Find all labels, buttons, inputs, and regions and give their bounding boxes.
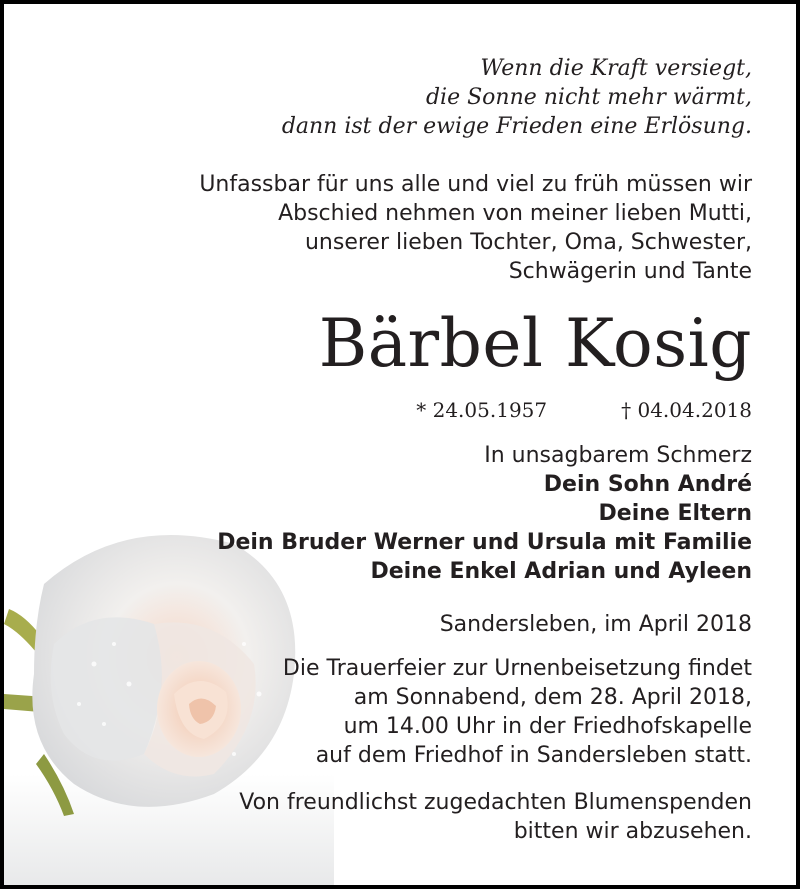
deceased-name: Bärbel Kosig <box>318 305 752 382</box>
mourners-intro: In unsagbarem Schmerz <box>484 443 752 468</box>
mourner-name: Deine Eltern <box>598 501 752 526</box>
motto-verse <box>282 54 752 141</box>
intro-paragraph <box>199 170 752 286</box>
funeral-line: auf dem Friedhof in Sandersleben statt. <box>315 743 752 768</box>
life-dates <box>416 396 752 425</box>
mourner-name: Deine Enkel Adrian und Ayleen <box>370 559 752 584</box>
flowers-line: Von freundlichst zugedachten Blumenspenden <box>239 790 752 815</box>
mourner-name: Dein Sohn André <box>543 472 752 497</box>
motto-line: die Sonne nicht mehr wärmt, <box>425 85 752 110</box>
birth-date: * 24.05.1957 <box>416 398 548 422</box>
motto-line: dann ist der ewige Frieden eine Erlösung. <box>281 114 752 139</box>
funeral-line: am Sonnabend, dem 28. April 2018, <box>353 685 752 710</box>
flowers-note <box>239 788 752 846</box>
mourners-block <box>217 441 752 586</box>
death-date: † 04.04.2018 <box>621 398 752 422</box>
place-date: Sandersleben, im April 2018 <box>439 612 752 637</box>
intro-line: Unfassbar für uns alle und viel zu früh müssen wir <box>199 172 752 197</box>
flowers-line: bitten wir abzusehen. <box>513 819 752 844</box>
funeral-line: Die Trauerfeier zur Urnenbeisetzung findet <box>282 656 752 681</box>
funeral-notice <box>283 654 752 770</box>
intro-line: Abschied nehmen von meiner lieben Mutti, <box>278 201 752 226</box>
motto-line: Wenn die Kraft versiegt, <box>480 56 752 81</box>
mourner-name: Dein Bruder Werner und Ursula mit Familie <box>217 530 752 555</box>
intro-line: Schwägerin und Tante <box>508 259 752 284</box>
intro-line: unserer lieben Tochter, Oma, Schwester, <box>304 230 752 255</box>
funeral-line: um 14.00 Uhr in der Friedhofskapelle <box>343 714 752 739</box>
